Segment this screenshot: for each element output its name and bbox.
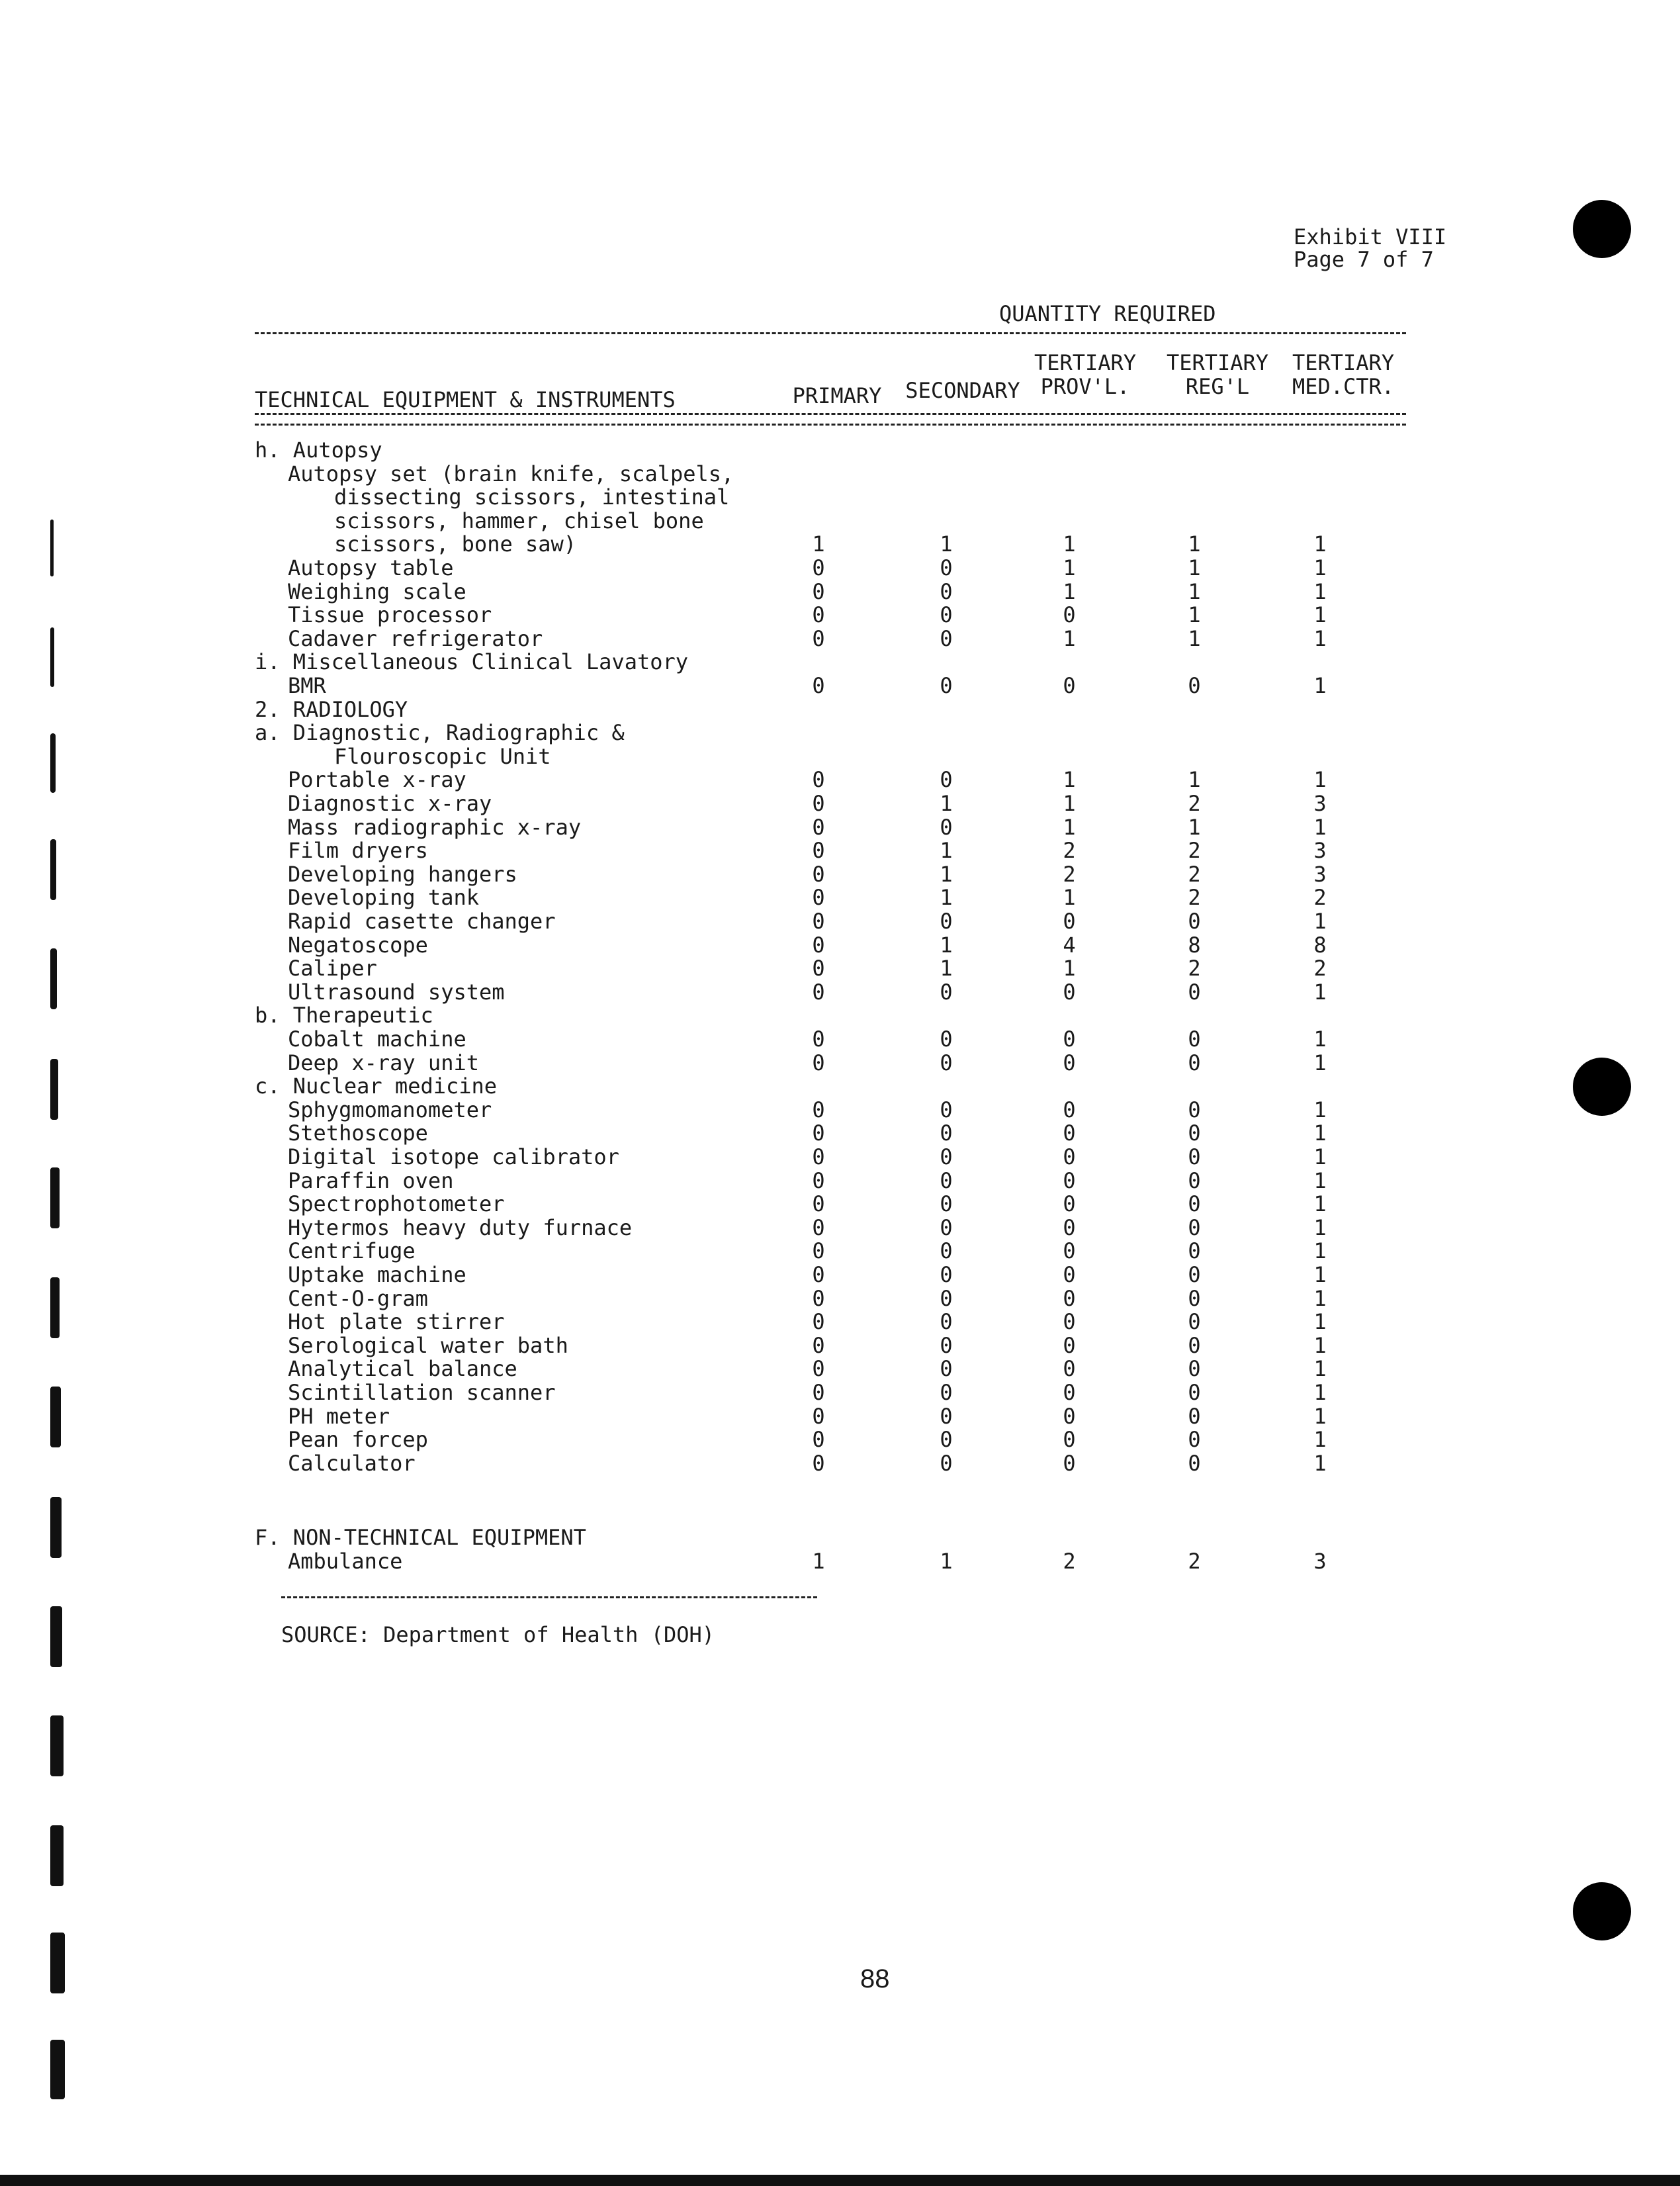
cell-secondary: 0 xyxy=(940,1356,953,1381)
table-row xyxy=(0,1334,1680,1357)
cell-tertiary-reg: 1 xyxy=(1188,626,1201,651)
cell-primary: 0 xyxy=(812,1380,825,1405)
cell-tertiary-reg: 8 xyxy=(1188,933,1201,958)
row-label: h. Autopsy xyxy=(255,437,382,463)
cell-primary: 0 xyxy=(812,1144,825,1169)
cell-primary: 0 xyxy=(812,673,825,698)
table-row xyxy=(0,1451,1680,1475)
row-label: F. NON-TECHNICAL EQUIPMENT xyxy=(255,1525,586,1550)
table-row xyxy=(0,556,1680,580)
cell-secondary: 0 xyxy=(940,1215,953,1240)
cell-tertiary-reg: 0 xyxy=(1188,1309,1201,1334)
row-label: PH meter xyxy=(288,1404,390,1429)
row-label: Developing tank xyxy=(288,885,479,910)
cell-primary: 0 xyxy=(812,555,825,580)
cell-tertiary-med: 1 xyxy=(1313,555,1327,580)
row-label: Ambulance xyxy=(288,1549,403,1574)
cell-secondary: 0 xyxy=(940,1427,953,1452)
table-row xyxy=(0,1239,1680,1263)
row-label: BMR xyxy=(288,673,326,698)
cell-tertiary-med: 1 xyxy=(1313,1427,1327,1452)
cell-tertiary-prov: 2 xyxy=(1063,862,1076,887)
cell-secondary: 0 xyxy=(940,626,953,651)
cell-tertiary-prov: 0 xyxy=(1063,1427,1076,1452)
cell-tertiary-prov: 0 xyxy=(1063,1238,1076,1263)
cell-tertiary-reg: 1 xyxy=(1188,555,1201,580)
cell-secondary: 0 xyxy=(940,767,953,792)
cell-primary: 1 xyxy=(812,1549,825,1574)
cell-tertiary-med: 8 xyxy=(1313,933,1327,958)
cell-primary: 0 xyxy=(812,1404,825,1429)
cell-secondary: 1 xyxy=(940,838,953,863)
cell-secondary: 0 xyxy=(940,1097,953,1122)
table-row xyxy=(0,956,1680,980)
page-number: 88 xyxy=(860,1964,890,1993)
table-row xyxy=(0,792,1680,815)
row-label: Uptake machine xyxy=(288,1262,466,1287)
cell-tertiary-med: 1 xyxy=(1313,815,1327,840)
cell-tertiary-prov: 0 xyxy=(1063,1380,1076,1405)
row-label: Cobalt machine xyxy=(288,1026,466,1052)
cell-secondary: 0 xyxy=(940,579,953,604)
table-row xyxy=(0,485,1680,509)
cell-tertiary-reg: 2 xyxy=(1188,838,1201,863)
cell-tertiary-reg: 1 xyxy=(1188,531,1201,557)
cell-tertiary-prov: 0 xyxy=(1063,1356,1076,1381)
cell-tertiary-reg: 2 xyxy=(1188,862,1201,887)
cell-primary: 0 xyxy=(812,1309,825,1334)
cell-tertiary-prov: 0 xyxy=(1063,1026,1076,1052)
row-label: i. Miscellaneous Clinical Lavatory xyxy=(255,649,689,674)
cell-primary: 0 xyxy=(812,1215,825,1240)
row-label: Hot plate stirrer xyxy=(288,1309,505,1334)
cell-secondary: 0 xyxy=(940,673,953,698)
table-row xyxy=(0,1263,1680,1287)
row-label: Portable x-ray xyxy=(288,767,466,792)
cell-primary: 0 xyxy=(812,1026,825,1052)
cell-primary: 0 xyxy=(812,1168,825,1193)
cell-secondary: 0 xyxy=(940,1191,953,1216)
row-label: Rapid casette changer xyxy=(288,909,556,934)
cell-primary: 0 xyxy=(812,815,825,840)
column-header-tertiary-med: TERTIARY MED.CTR. xyxy=(1292,350,1395,399)
cell-primary: 0 xyxy=(812,933,825,958)
cell-tertiary-prov: 0 xyxy=(1063,1168,1076,1193)
column-header-tertiary-reg: TERTIARY REG'L xyxy=(1166,350,1269,399)
row-label: Flouroscopic Unit xyxy=(334,744,551,769)
cell-tertiary-prov: 0 xyxy=(1063,1191,1076,1216)
cell-tertiary-reg: 0 xyxy=(1188,909,1201,934)
cell-secondary: 0 xyxy=(940,1333,953,1358)
table-row xyxy=(0,1051,1680,1075)
table-row xyxy=(0,1027,1680,1051)
cell-tertiary-med: 2 xyxy=(1313,885,1327,910)
cell-tertiary-prov: 0 xyxy=(1063,1262,1076,1287)
table-row xyxy=(0,815,1680,839)
exhibit-label: Exhibit VIII xyxy=(1294,224,1447,250)
binding-mark xyxy=(50,1825,64,1886)
row-label: Mass radiographic x-ray xyxy=(288,815,582,840)
cell-primary: 0 xyxy=(812,862,825,887)
row-label: Digital isotope calibrator xyxy=(288,1144,619,1169)
cell-tertiary-reg: 0 xyxy=(1188,1097,1201,1122)
cell-tertiary-prov: 0 xyxy=(1063,1097,1076,1122)
table-row xyxy=(0,1310,1680,1334)
divider-bottom xyxy=(281,1596,817,1598)
table-row xyxy=(0,933,1680,957)
cell-primary: 0 xyxy=(812,1356,825,1381)
table-row xyxy=(0,603,1680,627)
cell-tertiary-prov: 1 xyxy=(1063,885,1076,910)
cell-secondary: 0 xyxy=(940,1262,953,1287)
cell-tertiary-reg: 1 xyxy=(1188,767,1201,792)
cell-tertiary-med: 1 xyxy=(1313,1333,1327,1358)
row-label: Spectrophotometer xyxy=(288,1191,505,1216)
cell-tertiary-med: 3 xyxy=(1313,1549,1327,1574)
row-label: Cent-O-gram xyxy=(288,1286,428,1311)
cell-tertiary-med: 1 xyxy=(1313,1191,1327,1216)
row-label: scissors, hammer, chisel bone xyxy=(334,508,704,533)
table-row xyxy=(0,1121,1680,1145)
cell-tertiary-med: 1 xyxy=(1313,1168,1327,1193)
cell-primary: 0 xyxy=(812,626,825,651)
cell-tertiary-reg: 1 xyxy=(1188,579,1201,604)
cell-tertiary-med: 3 xyxy=(1313,862,1327,887)
cell-tertiary-med: 1 xyxy=(1313,1097,1327,1122)
row-label: Caliper xyxy=(288,956,377,981)
cell-tertiary-reg: 1 xyxy=(1188,815,1201,840)
cell-tertiary-reg: 1 xyxy=(1188,602,1201,627)
cell-primary: 0 xyxy=(812,885,825,910)
cell-tertiary-med: 1 xyxy=(1313,1144,1327,1169)
cell-tertiary-reg: 2 xyxy=(1188,791,1201,816)
cell-tertiary-prov: 1 xyxy=(1063,767,1076,792)
cell-primary: 0 xyxy=(812,956,825,981)
table-row xyxy=(0,698,1680,721)
cell-tertiary-reg: 2 xyxy=(1188,956,1201,981)
cell-tertiary-reg: 2 xyxy=(1188,1549,1201,1574)
cell-tertiary-med: 1 xyxy=(1313,1026,1327,1052)
cell-tertiary-med: 1 xyxy=(1313,1309,1327,1334)
row-label: Tissue processor xyxy=(288,602,492,627)
binder-hole-bottom xyxy=(1573,1882,1631,1940)
table-row xyxy=(0,745,1680,768)
table-row xyxy=(0,532,1680,556)
scan-edge-bar xyxy=(0,2175,1680,2186)
cell-tertiary-prov: 0 xyxy=(1063,1050,1076,1075)
source-note: SOURCE: Department of Health (DOH) xyxy=(281,1622,715,1647)
cell-tertiary-med: 1 xyxy=(1313,1286,1327,1311)
row-label: Deep x-ray unit xyxy=(288,1050,479,1075)
cell-secondary: 0 xyxy=(940,1309,953,1334)
cell-tertiary-prov: 0 xyxy=(1063,1215,1076,1240)
row-label: Diagnostic x-ray xyxy=(288,791,492,816)
cell-primary: 0 xyxy=(812,909,825,934)
table-row xyxy=(0,1404,1680,1428)
table-row xyxy=(0,839,1680,862)
cell-tertiary-prov: 2 xyxy=(1063,838,1076,863)
cell-primary: 0 xyxy=(812,1120,825,1146)
cell-primary: 0 xyxy=(812,1427,825,1452)
cell-secondary: 0 xyxy=(940,979,953,1005)
cell-secondary: 0 xyxy=(940,1144,953,1169)
cell-primary: 0 xyxy=(812,1191,825,1216)
table-row xyxy=(0,1169,1680,1193)
table-row xyxy=(0,580,1680,604)
row-label: Stethoscope xyxy=(288,1120,428,1146)
cell-tertiary-reg: 0 xyxy=(1188,1168,1201,1193)
table-row xyxy=(0,1003,1680,1027)
cell-tertiary-prov: 1 xyxy=(1063,956,1076,981)
cell-tertiary-med: 1 xyxy=(1313,1050,1327,1075)
table-row xyxy=(0,627,1680,651)
cell-secondary: 0 xyxy=(940,1120,953,1146)
row-label: Analytical balance xyxy=(288,1356,517,1381)
cell-tertiary-med: 3 xyxy=(1313,838,1327,863)
table-row xyxy=(0,721,1680,745)
table-row xyxy=(0,1287,1680,1310)
cell-tertiary-reg: 0 xyxy=(1188,1262,1201,1287)
row-label: Ultrasound system xyxy=(288,979,505,1005)
cell-tertiary-reg: 0 xyxy=(1188,1404,1201,1429)
table-row xyxy=(0,1526,1680,1549)
cell-secondary: 0 xyxy=(940,1168,953,1193)
cell-tertiary-prov: 4 xyxy=(1063,933,1076,958)
cell-tertiary-med: 1 xyxy=(1313,1404,1327,1429)
table-row xyxy=(0,980,1680,1004)
table-row xyxy=(0,1216,1680,1240)
cell-tertiary-reg: 0 xyxy=(1188,1427,1201,1452)
row-label: dissecting scissors, intestinal xyxy=(334,484,730,510)
cell-tertiary-med: 1 xyxy=(1313,979,1327,1005)
column-header-primary: PRIMARY xyxy=(792,383,882,408)
cell-tertiary-med: 1 xyxy=(1313,1215,1327,1240)
cell-secondary: 0 xyxy=(940,1026,953,1052)
cell-tertiary-med: 1 xyxy=(1313,673,1327,698)
cell-tertiary-med: 2 xyxy=(1313,956,1327,981)
table-row xyxy=(0,1192,1680,1216)
cell-tertiary-med: 1 xyxy=(1313,909,1327,934)
cell-primary: 0 xyxy=(812,1451,825,1476)
cell-primary: 0 xyxy=(812,602,825,627)
row-label: scissors, bone saw) xyxy=(334,531,577,557)
column-header-tertiary-prov: TERTIARY PROV'L. xyxy=(1034,350,1137,399)
divider-header-lower xyxy=(255,424,1406,426)
table-row xyxy=(0,650,1680,674)
table-row xyxy=(0,674,1680,698)
cell-tertiary-reg: 0 xyxy=(1188,1191,1201,1216)
cell-tertiary-reg: 0 xyxy=(1188,673,1201,698)
row-label: c. Nuclear medicine xyxy=(255,1073,498,1099)
cell-tertiary-prov: 0 xyxy=(1063,1120,1076,1146)
row-label: a. Diagnostic, Radiographic & xyxy=(255,720,625,745)
table-row xyxy=(0,1428,1680,1451)
row-label: Centrifuge xyxy=(288,1238,416,1263)
row-label: Scintillation scanner xyxy=(288,1380,556,1405)
cell-primary: 0 xyxy=(812,838,825,863)
cell-tertiary-prov: 1 xyxy=(1063,791,1076,816)
cell-tertiary-prov: 0 xyxy=(1063,1286,1076,1311)
binding-mark xyxy=(50,1715,64,1776)
table-row xyxy=(0,886,1680,909)
cell-tertiary-med: 1 xyxy=(1313,1451,1327,1476)
cell-primary: 0 xyxy=(812,1262,825,1287)
cell-secondary: 0 xyxy=(940,1451,953,1476)
cell-secondary: 0 xyxy=(940,1380,953,1405)
cell-secondary: 1 xyxy=(940,956,953,981)
table-row xyxy=(0,909,1680,933)
row-label: Calculator xyxy=(288,1451,416,1476)
cell-secondary: 0 xyxy=(940,555,953,580)
cell-secondary: 0 xyxy=(940,1404,953,1429)
binder-hole-top xyxy=(1573,200,1631,258)
cell-tertiary-med: 1 xyxy=(1313,531,1327,557)
binding-mark xyxy=(50,1933,65,1993)
cell-tertiary-reg: 2 xyxy=(1188,885,1201,910)
cell-tertiary-reg: 0 xyxy=(1188,1215,1201,1240)
cell-primary: 0 xyxy=(812,1097,825,1122)
cell-tertiary-prov: 2 xyxy=(1063,1549,1076,1574)
row-label: Film dryers xyxy=(288,838,428,863)
row-label: Paraffin oven xyxy=(288,1168,454,1193)
row-label: Serological water bath xyxy=(288,1333,568,1358)
cell-secondary: 0 xyxy=(940,1050,953,1075)
table-row xyxy=(0,768,1680,792)
cell-tertiary-prov: 0 xyxy=(1063,602,1076,627)
cell-primary: 0 xyxy=(812,767,825,792)
table-row xyxy=(0,1549,1680,1573)
table-row xyxy=(0,462,1680,486)
row-label: 2. RADIOLOGY xyxy=(255,697,408,722)
row-label: b. Therapeutic xyxy=(255,1003,433,1028)
binding-mark xyxy=(50,1606,62,1667)
cell-primary: 0 xyxy=(812,1238,825,1263)
column-header-secondary: SECONDARY xyxy=(905,378,1020,403)
cell-tertiary-prov: 1 xyxy=(1063,555,1076,580)
cell-tertiary-prov: 0 xyxy=(1063,909,1076,934)
cell-tertiary-med: 1 xyxy=(1313,1238,1327,1263)
cell-tertiary-reg: 0 xyxy=(1188,1120,1201,1146)
table-row xyxy=(0,438,1680,462)
quantity-required-header: QUANTITY REQUIRED xyxy=(999,301,1216,326)
cell-secondary: 0 xyxy=(940,602,953,627)
column-header-item: TECHNICAL EQUIPMENT & INSTRUMENTS xyxy=(255,387,676,412)
cell-secondary: 0 xyxy=(940,1238,953,1263)
cell-secondary: 1 xyxy=(940,862,953,887)
cell-tertiary-prov: 1 xyxy=(1063,815,1076,840)
cell-tertiary-prov: 0 xyxy=(1063,1451,1076,1476)
cell-tertiary-reg: 0 xyxy=(1188,1050,1201,1075)
cell-tertiary-reg: 0 xyxy=(1188,1380,1201,1405)
cell-primary: 0 xyxy=(812,1333,825,1358)
cell-tertiary-reg: 0 xyxy=(1188,1451,1201,1476)
row-label: Weighing scale xyxy=(288,579,466,604)
cell-primary: 1 xyxy=(812,531,825,557)
row-label: Developing hangers xyxy=(288,862,517,887)
table-row xyxy=(0,862,1680,886)
cell-tertiary-prov: 0 xyxy=(1063,979,1076,1005)
row-label: Sphygmomanometer xyxy=(288,1097,492,1122)
cell-tertiary-med: 1 xyxy=(1313,1356,1327,1381)
cell-tertiary-prov: 0 xyxy=(1063,1404,1076,1429)
cell-tertiary-med: 1 xyxy=(1313,602,1327,627)
cell-secondary: 1 xyxy=(940,885,953,910)
cell-primary: 0 xyxy=(812,1050,825,1075)
table-row xyxy=(0,1145,1680,1169)
cell-tertiary-reg: 0 xyxy=(1188,1356,1201,1381)
cell-tertiary-reg: 0 xyxy=(1188,1026,1201,1052)
table-row xyxy=(0,1098,1680,1122)
cell-tertiary-med: 1 xyxy=(1313,1120,1327,1146)
cell-tertiary-prov: 0 xyxy=(1063,1309,1076,1334)
table-row xyxy=(0,509,1680,533)
cell-secondary: 1 xyxy=(940,1549,953,1574)
cell-primary: 0 xyxy=(812,579,825,604)
row-label: Hytermos heavy duty furnace xyxy=(288,1215,633,1240)
cell-primary: 0 xyxy=(812,979,825,1005)
row-label: Pean forcep xyxy=(288,1427,428,1452)
cell-tertiary-reg: 0 xyxy=(1188,1333,1201,1358)
cell-primary: 0 xyxy=(812,1286,825,1311)
cell-tertiary-med: 1 xyxy=(1313,767,1327,792)
cell-secondary: 0 xyxy=(940,815,953,840)
cell-tertiary-reg: 0 xyxy=(1188,1238,1201,1263)
cell-tertiary-med: 1 xyxy=(1313,1380,1327,1405)
cell-primary: 0 xyxy=(812,791,825,816)
cell-tertiary-prov: 1 xyxy=(1063,531,1076,557)
cell-secondary: 1 xyxy=(940,933,953,958)
cell-secondary: 0 xyxy=(940,1286,953,1311)
cell-tertiary-reg: 0 xyxy=(1188,1144,1201,1169)
cell-secondary: 1 xyxy=(940,531,953,557)
cell-tertiary-prov: 1 xyxy=(1063,579,1076,604)
cell-tertiary-prov: 0 xyxy=(1063,1144,1076,1169)
binding-mark xyxy=(50,2040,65,2099)
cell-secondary: 0 xyxy=(940,909,953,934)
cell-tertiary-med: 1 xyxy=(1313,626,1327,651)
cell-tertiary-reg: 0 xyxy=(1188,979,1201,1005)
table-row xyxy=(0,1381,1680,1404)
cell-tertiary-prov: 0 xyxy=(1063,673,1076,698)
row-label: Cadaver refrigerator xyxy=(288,626,543,651)
table-row xyxy=(0,1357,1680,1381)
divider-header xyxy=(255,413,1406,415)
cell-tertiary-med: 3 xyxy=(1313,791,1327,816)
row-label: Autopsy table xyxy=(288,555,454,580)
cell-tertiary-prov: 1 xyxy=(1063,626,1076,651)
cell-secondary: 1 xyxy=(940,791,953,816)
cell-tertiary-prov: 0 xyxy=(1063,1333,1076,1358)
divider-top xyxy=(255,332,1406,334)
row-label: Negatoscope xyxy=(288,933,428,958)
cell-tertiary-reg: 0 xyxy=(1188,1286,1201,1311)
cell-tertiary-med: 1 xyxy=(1313,1262,1327,1287)
table-row xyxy=(0,1074,1680,1098)
cell-tertiary-med: 1 xyxy=(1313,579,1327,604)
row-label: Autopsy set (brain knife, scalpels, xyxy=(288,461,734,486)
page-of-label: Page 7 of 7 xyxy=(1294,247,1434,272)
